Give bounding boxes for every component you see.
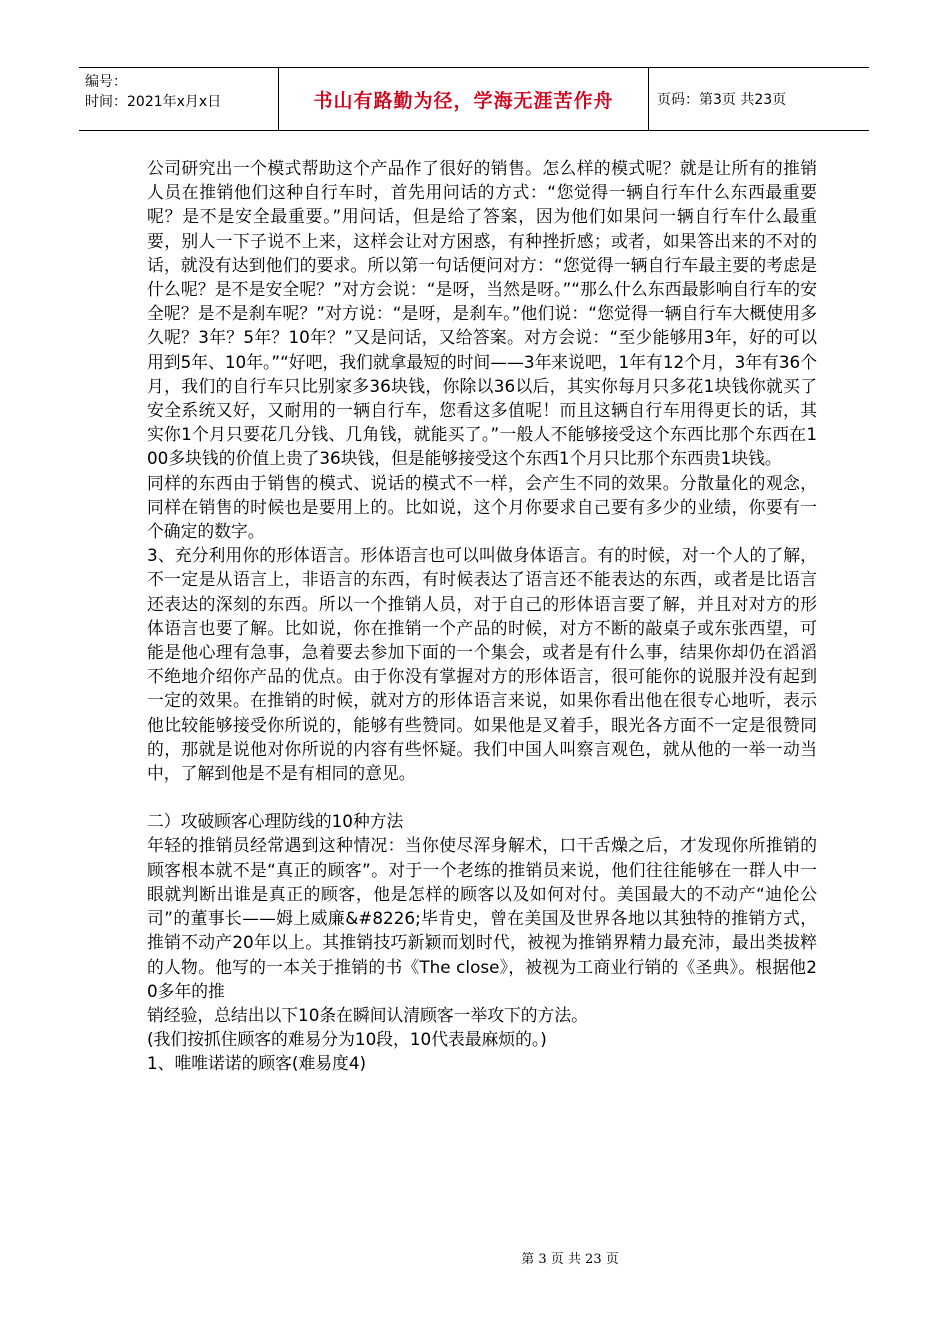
body-paragraph: 销经验，总结出以下10条在瞬间认清顾客一举攻下的方法。 bbox=[147, 1004, 588, 1025]
body-paragraph: 年轻的推销员经常遇到这种情况：当你使尽浑身解术，口干舌燥之后，才发现你所推销的顾客根本就不是“真正的顾客”。对于一个老练的推销员来说，他们往往能够在一群人中一眼就判断出谁是真正的顾客，他是怎样的顾客以及如何对付。美国最大的不动产“迪伦公司”的董事长——姆上威廉&#8226;毕肯史，曾在美国及世界各地以其独特的推销方式，推销不动产20年以上。其推销技巧新颖而划时代，被视为推销界精力最充沛，最出类拔粹的人物。他写的一本关于推销的书《The close》，被视为工商业行销的《圣典》。根据他20多年的推 bbox=[147, 835, 817, 1001]
body-paragraph: 同样的东西由于销售的模式、说话的模式不一样，会产生不同的效果。分散量化的观念，同样在销售的时候也是要用上的。比如说，这个月你要求自己要有多少的业绩，你要有一个确定的数字。 bbox=[147, 472, 817, 542]
header-motto: 书山有路勤为径，学海无涯苦作舟 bbox=[279, 68, 649, 130]
document-number-label: 编号： bbox=[85, 74, 127, 90]
document-time-label: 时间：2021年x月x日 bbox=[85, 94, 222, 110]
list-item-heading: 1、唯唯诺诺的顾客(难易度4) bbox=[147, 1053, 367, 1074]
header-meta-cell bbox=[79, 68, 279, 130]
paragraph-gap bbox=[147, 785, 817, 809]
document-body bbox=[147, 156, 817, 1076]
section-heading: 二）攻破顾客心理防线的10种方法 bbox=[147, 811, 404, 832]
page-footer: 第 3 页 共 23 页 bbox=[521, 1252, 619, 1267]
body-paragraph: 3、充分利用你的形体语言。形体语言也可以叫做身体语言。有的时候，对一个人的了解，不一定是从语言上，非语言的东西，有时候表达了语言还不能表达的东西，或者是比语言还表达的深刻的东西。所以一个推销人员，对于自己的形体语言要了解，并且对对方的形体语言也要了解。比如说，你在推销一个产品的时候，对方不断的敲桌子或东张西望，可能是他心理有急事，急着要去参加下面的一个集会，或者是有什么事，结果你却仍在滔滔不绝地介绍你产品的优点。由于你没有掌握对方的形体语言，很可能你的说服并没有起到一定的效果。在推销的时候，就对方的形体语言来说，如果你看出他在很专心地听，表示他比较能够接受你所说的，能够有些赞同。如果他是叉着手，眼光各方面不一定是很赞同的，那就是说他对你所说的内容有些怀疑。我们中国人叫察言观色，就从他的一举一动当中，了解到他是不是有相同的意见。 bbox=[147, 545, 817, 784]
body-paragraph: (我们按抓住顾客的难易分为10段，10代表最麻烦的。) bbox=[147, 1029, 547, 1050]
body-paragraph: 公司研究出一个模式帮助这个产品作了很好的销售。怎么样的模式呢？就是让所有的推销人员在推销他们这种自行车时，首先用问话的方式：“您觉得一辆自行车什么东西最重要呢？是不是安全最重要。”用问话，但是给了答案，因为他们如果问一辆自行车什么最重要，别人一下子说不上来，这样会让对方困惑，有种挫折感；或者，如果答出来的不对的话，就没有达到他们的要求。所以第一句话便问对方：“您觉得一辆自行车最主要的考虑是什么呢？是不是安全呢？”对方会说：“是呀，当然是呀。”“那么什么东西最影响自行车的安全呢？是不是刹车呢？”对方说：“是呀，是刹车。”他们说：“您觉得一辆自行车大概使用多久呢？3年？5年？10年？”又是问话，又给答案。对方会说：“至少能够用3年，好的可以用到5年、10年。”“好吧，我们就拿最短的时间——3年来说吧，1年有12个月，3年有36个月，我们的自行车只比别家多36块钱，你除以36以后，其实你每月只多花1块钱你就买了安全系统又好，又耐用的一辆自行车，您看这多值呢！而且这辆自行车用得更长的话，其实你1个月只要花几分钱、几角钱，就能买了。”一般人不能够接受这个东西比那个东西在100多块钱的价值上贵了36块钱，但是能够接受这个东西1个月只比那个东西贵1块钱。 bbox=[147, 158, 817, 469]
header-page-label: 页码：第3页 共23页 bbox=[657, 92, 787, 108]
page-header bbox=[79, 67, 869, 131]
